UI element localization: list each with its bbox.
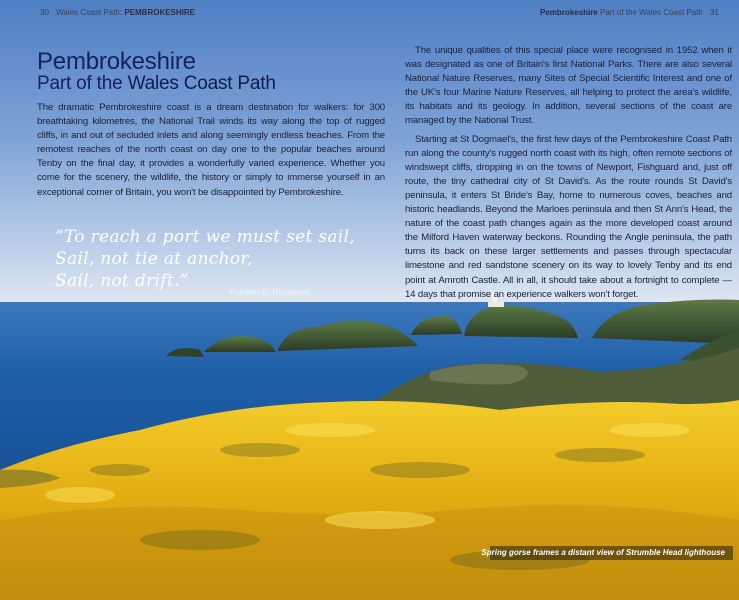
paragraph-history: The unique qualities of this special place were recognised in 1952 when it was designated as one of Britain's first National Parks. There are also several National Nature Reserves, many Sites of Special Scientific Interest and one of the UK's four Marine Nature Reserves, all helping to protect the area's wildlife, its habitats and its geology. In addition, several sections of the coast are managed by the National Trust. [405, 45, 732, 127]
subtitle-prefix: Part of the [37, 73, 123, 94]
photo-caption-bar [481, 546, 733, 560]
running-header-left-bold: PEMBROKESHIRE [124, 8, 196, 17]
running-header-right-label: Part of the Wales Coast Path [599, 8, 703, 17]
page-number-right: 31 [710, 8, 719, 17]
intro-paragraph: The dramatic Pembrokeshire coast is a dream destination for walkers: for 300 breathtaking kilometres, the National Trail winds its way along the top of rugged cliffs, in and out of secluded inlets and along seemingly endless beaches. From the remotest reaches of the north coast on day one to the popular beaches around Tenby on the final day, it provides a wonderfully varied experience. Whether you come for the scenery, the wildlife, the history or simply to immerse yourself in an exceptional corner of Britain, you won't be disappointed by Pembrokeshire. [37, 102, 385, 198]
photo-caption: Spring gorse frames a distant view of Strumble Head lighthouse [481, 548, 725, 557]
quote-author: Franklin D. Roosevelt [229, 287, 311, 297]
running-header-right [540, 8, 719, 17]
running-header-left-label: Wales Coast Path: [56, 8, 123, 17]
quote-line-3: Sail, not drift.” [55, 271, 189, 291]
page-subtitle [37, 73, 276, 95]
running-header-right-bold: Pembrokeshire [539, 8, 598, 17]
quote-line-1: “To reach a port we must set sail, [55, 227, 355, 247]
running-header-left [40, 8, 195, 17]
paragraph-route: Starting at St Dogmael's, the first few days of the Pembrokeshire Coast Path run along the county's rugged north coast with its high, often remote sections of windswept cliffs, dropping in on the towns of Newport, Fishguard and, just off route, the tiny cathedral city of St David's. As the route rounds St David's peninsula, it enters St Bride's Bay, home to numerous coves, beaches and historic headlands. Beyond the Marloes peninsula and then St Ann's Head, the nature of the coast path changes again as the more developed coast around the Milford Haven waterway beckons. Rounding the Angle peninsula, the path turns its back on these larger settlements and passes through spectacular limestone and red sandstone scenery on its way to lovely Tenby and its end point at Amroth Castle. All in all, it should take about a fortnight to complete — 14 days that promise an experience walkers won't forget. [405, 133, 732, 300]
subtitle-bold: Wales Coast Path [127, 73, 276, 94]
page-title: Pembrokeshire [37, 48, 196, 75]
right-column-text [405, 44, 732, 306]
quote-line-2: Sail, not tie at anchor, [55, 249, 253, 269]
page-number-left: 30 [40, 8, 49, 17]
pull-quote [55, 226, 355, 292]
